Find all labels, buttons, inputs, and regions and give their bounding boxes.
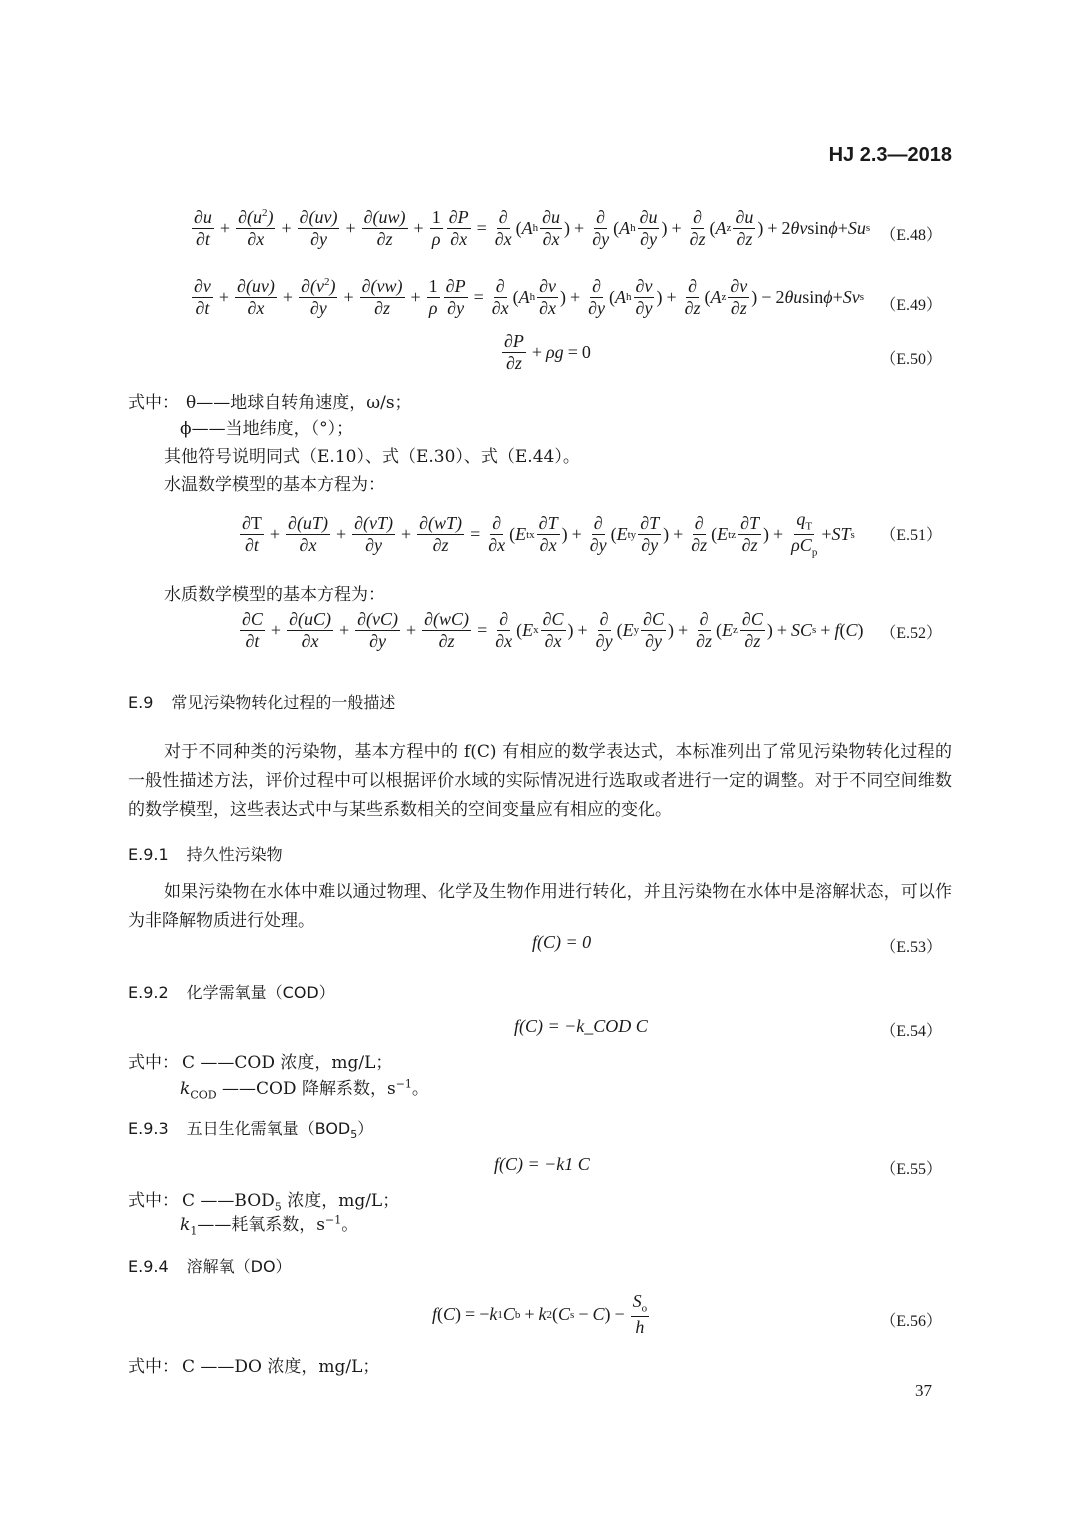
symbol-subscript: 5 [274,1200,282,1214]
symbol-subscript: COD [190,1088,217,1102]
definition-text: 浓度，mg/L； [281,1191,400,1211]
equation-number: （E.51） [880,527,942,544]
symbol-subscript: 1 [190,1224,198,1238]
definition-intro: 式中： [128,393,179,413]
equation-e51 [0,502,1080,562]
equation-e56-body: f ( C ) = − k 1 C b + k 2 ( C s − C ) − $\frac{S_o}{h}$ [432,1291,648,1338]
section-heading-e9-2 [128,980,335,1003]
section-title: 溶解氧（DO） [186,1257,292,1276]
equation-e55 [0,1152,1080,1182]
unit-exponent: −1 [395,1077,412,1091]
definition-c-cod: C ——COD 浓度，mg/L； [182,1053,393,1073]
definition-others: 其他符号说明同式（E.10）、式（E.30）、式（E.44）。 [164,447,580,467]
equation-e51-body: $\frac{\partial T}{\partial t}$ + $\frac{\partial(uT)}{\partial x}$ + $\frac{\partial(vT)}{\partial y}$ + $\frac{\partial(wT)}{\partial z}$ = $\frac{\partial}{\partial x}$ ( E tx $\frac{\partial T}{\partial x}$ ) + $\frac{\partial}{\partial y}$ ( E ty $\frac{\partial T}{\partial y}$ ) + $\frac{\partial}{\partial z}$ ( E tz $\frac{\partial T}{\partial z}$ ) + $\frac{q_T}{\rho C_p}$ + ST s [242,509,855,559]
section-number: E.9.3 [128,1119,169,1138]
equation-e54 [0,1014,1080,1044]
equation-e55-body: f(C) = −k1 C [494,1154,590,1174]
definition-end: 。 [341,1215,359,1235]
section-number: E.9.2 [128,983,169,1002]
equation-e52-body: $\frac{\partial C}{\partial t}$ + $\frac{\partial(uC)}{\partial x}$ + $\frac{\partial(vC)}{\partial y}$ + $\frac{\partial(wC)}{\partial z}$ = $\frac{\partial}{\partial x}$ ( E x $\frac{\partial C}{\partial x}$ ) + $\frac{\partial}{\partial y}$ ( E y $\frac{\partial C}{\partial y}$ ) + $\frac{\partial}{\partial z}$ ( E z $\frac{\partial C}{\partial z}$ ) + SC s + f ( C ) [242,609,864,651]
symbol-k: k [180,1215,191,1235]
section-title-subscript: 5 [350,1128,358,1142]
equation-e53-body: f(C) = 0 [532,932,592,952]
section-title: 持久性污染物 [186,845,283,864]
equation-e52 [0,604,1080,664]
definition-text: ——耗氧系数，s [197,1215,326,1235]
section-title: 化学需氧量（COD） [186,983,335,1002]
definition-intro: 式中： [128,1053,179,1073]
section-number: E.9.1 [128,845,169,864]
equation-number: （E.48） [880,227,942,244]
water-quality-intro: 水质数学模型的基本方程为： [164,585,385,605]
equation-e50 [0,330,1080,390]
equation-number: （E.53） [880,939,942,956]
symbol-k: k [180,1079,191,1099]
equation-number: （E.54） [880,1023,942,1040]
section-heading-e9-1 [128,842,283,865]
equation-number: （E.55） [880,1161,942,1178]
section-title: 常见污染物转化过程的一般描述 [171,693,396,712]
section-e9-paragraph: 对于不同种类的污染物，基本方程中的 f(C) 有相应的数学表达式，本标准列出了常见污染物转化过程的一般性描述方法，评价过程中可以根据评价水域的实际情况进行选取或者进行一定的调整。对于不同空间维数的数学模型，这些表达式中与某些系数相关的空间变量应有相应的变化。 [128,742,952,820]
definition-k1 [180,1210,358,1237]
equation-e49-body: $\frac{\partial v}{\partial t}$ + $\frac{\partial(uv)}{\partial x}$ + $\frac{\partial(v^2)}{\partial y}$ + $\frac{\partial(vw)}{\partial z}$ + $\frac{1}{\rho}$ $\frac{\partial P}{\partial y}$ = $\frac{\partial}{\partial x}$ ( A h $\frac{\partial v}{\partial x}$ ) + $\frac{\partial}{\partial y}$ ( A h $\frac{\partial v}{\partial y}$ ) + $\frac{\partial}{\partial z}$ ( A z $\frac{\partial v}{\partial z}$ ) − 2 θu sin ϕ + Sv s [194,276,865,318]
equation-e48 [0,200,1080,260]
water-temp-intro: 水温数学模型的基本方程为： [164,475,385,495]
equation-number: （E.49） [880,297,942,314]
equation-e50-body: $\frac{\partial P}{\partial z}$ + ρg = 0 [504,331,591,373]
section-number: E.9 [128,693,154,712]
definition-intro: 式中： [128,1357,179,1377]
section-heading-e9-3 [128,1116,373,1141]
definition-text: ——COD 降解系数，s [216,1079,396,1099]
equation-e48-body: $\frac{\partial u}{\partial t}$ + $\frac{\partial(u^2)}{\partial x}$ + $\frac{\partial(uv)}{\partial y}$ + $\frac{\partial(uw)}{\partial z}$ + $\frac{1}{\rho}$ $\frac{\partial P}{\partial x}$ = $\frac{\partial}{\partial x}$ ( A h $\frac{\partial u}{\partial x}$ ) + $\frac{\partial}{\partial y}$ ( A h $\frac{\partial u}{\partial y}$ ) + $\frac{\partial}{\partial z}$ ( A z $\frac{\partial u}{\partial z}$ ) + 2 θv sin ϕ + Su s [194,207,871,249]
equation-e49 [0,270,1080,330]
definition-phi: ϕ——当地纬度，（°）； [180,419,354,439]
definition-k-cod [180,1074,429,1101]
section-title: 五日生化需氧量（BOD [186,1119,351,1138]
section-heading-e9-4 [128,1254,292,1277]
section-heading-e9 [128,690,395,713]
equation-number: （E.50） [880,351,942,368]
section-number: E.9.4 [128,1257,169,1276]
section-title-end: ） [357,1119,374,1138]
equation-number: （E.56） [880,1313,942,1330]
definition-end: 。 [411,1079,429,1099]
equation-e56 [0,1292,1080,1352]
page-number: 37 [915,1381,932,1400]
definition-text: C ——BOD [182,1191,275,1211]
definition-intro: 式中： [128,1191,179,1211]
equation-e54-body: f(C) = −k_COD C [514,1016,648,1036]
equation-number: （E.52） [880,625,942,642]
document-code: HJ 2.3—2018 [828,144,952,166]
definition-c-do: C ——DO 浓度，mg/L； [182,1357,380,1377]
definition-theta: θ——地球自转角速度，ω/s； [186,393,412,413]
section-e9-1-paragraph: 如果污染物在水体中难以通过物理、化学及生物作用进行转化，并且污染物在水体中是溶解状态，可以作为非降解物质进行处理。 [128,882,952,931]
equation-e53 [0,930,1080,960]
unit-exponent: −1 [325,1213,342,1227]
